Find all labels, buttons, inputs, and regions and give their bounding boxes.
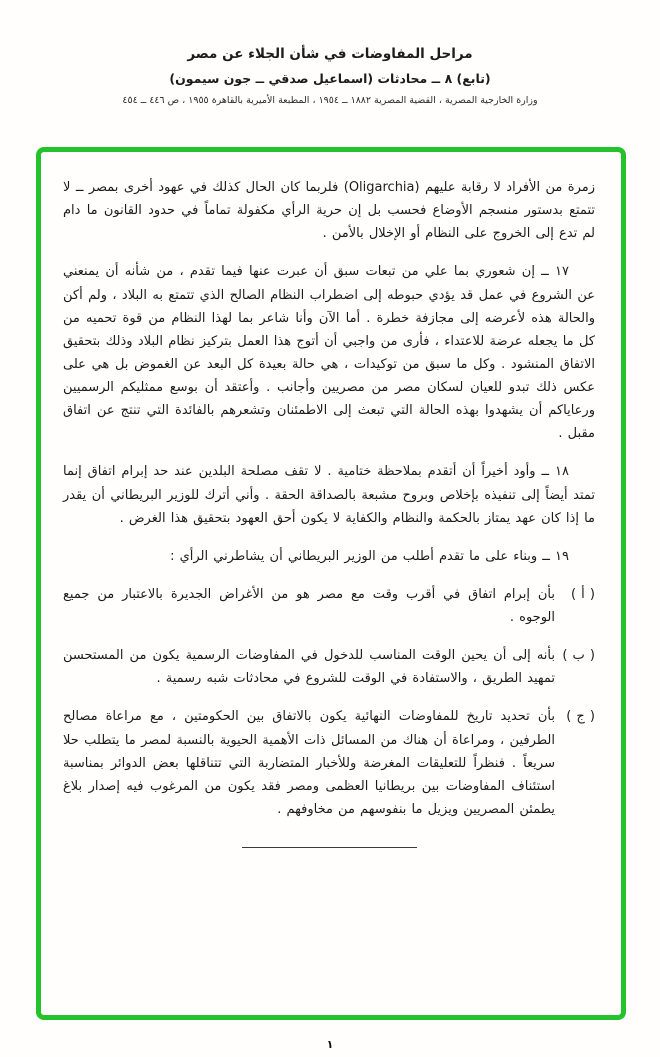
page-number: ١ [326,1038,334,1051]
list-item-b [63,644,595,690]
paragraph-19-lead: ١٩ ــ وبناء على ما تقدم أطلب من الوزير البريطاني أن يشاطرني الرأي : [170,548,569,564]
list-item-a [63,583,595,629]
source-citation: وزارة الخارجية المصرية ، القضية المصرية ١٨٨٢ ــ ١٩٥٤ ، المطبعة الأميرية بالقاهرة ١٩٥٥ ، ص ٤٤٦ ــ ٤٥٤ [122,95,538,106]
list-item-b-text: بأنه إلى أن يحين الوقت المناسب للدخول في المفاوضات الرسمية يكون من المستحسن تمهيد الطريق ، والاستفادة في الوقت للشروع في محادثات شبه رسمية . [63,648,555,687]
paragraph-continuation: زمرة من الأفراد لا رقابة عليهم (Oligarchia) فلربما كان الحال كذلك في عهود أخرى بمصر ــ لا تتمتع بدستور منسجم الأوضاع فحسب بل إن حرية الرأي مكفولة تماماً في حدود القانون ما دام لم تدع إلى الخروج على النظام أو الإخلال بالأمن . [63,180,595,242]
paragraph-18: ١٨ ــ وأود أخيراً أن أتقدم بملاحظة ختامية . لا تقف مصلحة البلدين عند حد إبرام اتفاق إنما تمتد أيضاً إلى تنفيذه بإخلاص وبروح مشبعة بالصداقة الحقة . وأني أترك للوزير البريطاني أن يقدر ما إذا كان عهد يمتاز بالحكمة والنظام والكفاية لا يكون أحق العهود بتحقيق هذا الغرض . [63,464,595,526]
list-marker-b: ( ب ) [562,648,595,664]
list-item-c [63,705,595,821]
document-header [0,46,660,106]
paragraph-17: ١٧ ــ إن شعوري بما علي من تبعات سبق أن عبرت عنها فيما تقدم ، من شأنه أن يمنعني عن الشروع في عمل قد يؤدي حبوطه إلى اضطراب النظام الصالح الذي تتمتع به البلاد ، ولم أكن والحالة هذه لأعرضه إلى مجازفة خطرة . أما الآن وأنا شاعر بما لهذا النظام من قوة تحميه من كل ما يجعله عرضة للاعتداء ، فأرى من واجبي أن أتوج هذا العمل بتركيز نظام البلاد وذلك بتحقيق الاتفاق المنشود . وكل ما سبق من توكيدات ، هي حالة بعيدة كل البعد عن الغموض بل هي على عكس ذلك تبدو للعيان لسكان مصر من مصريين وأجانب . وأعتقد أن بوسع ممثليكم الرسميين ورعاياكم أن يشهدوا بهذه الحالة التي تبعث إلى الاطمئنان وتشعرهم بالفائدة التي تنتج عن اتفاق مقبل . [63,264,595,442]
list-marker-c: ( ج ) [566,709,595,725]
highlighted-text-region [36,147,626,1020]
section-divider [242,847,417,848]
list-marker-a: ( أ ) [570,586,595,602]
document-title: مراحل المفاوضات في شأن الجلاء عن مصر [187,46,473,62]
document-subtitle: (تابع) ٨ ــ محادثات (اسماعيل صدقي ــ جون سيمون) [169,71,491,86]
list-item-c-text: بأن تحديد تاريخ للمفاوضات النهائية يكون بالاتفاق بين الحكومتين ، مع مراعاة مصالح الطرفين ، ومراعاة أن هناك من المسائل ذات الأهمية الحيوية بالنسبة لمصر ما يتطلب حلا سريعاً . فنظراً للتعليقات المغرضة وللأخبار المتضاربة التي تتناقلها بعض الدوائر بمناسبة استئناف المفاوضات بين بريطانيا العظمى ومصر فقد يكون من المرغوب فيه إصدار بلاغ يطمئن المصريين ويزيل ما بنفوسهم من مخاوفهم . [63,709,555,817]
list-item-a-text: بأن إبرام اتفاق في أقرب وقت مع مصر هو من الأغراض الجديرة بالاعتبار من جميع الوجوه . [63,586,555,625]
